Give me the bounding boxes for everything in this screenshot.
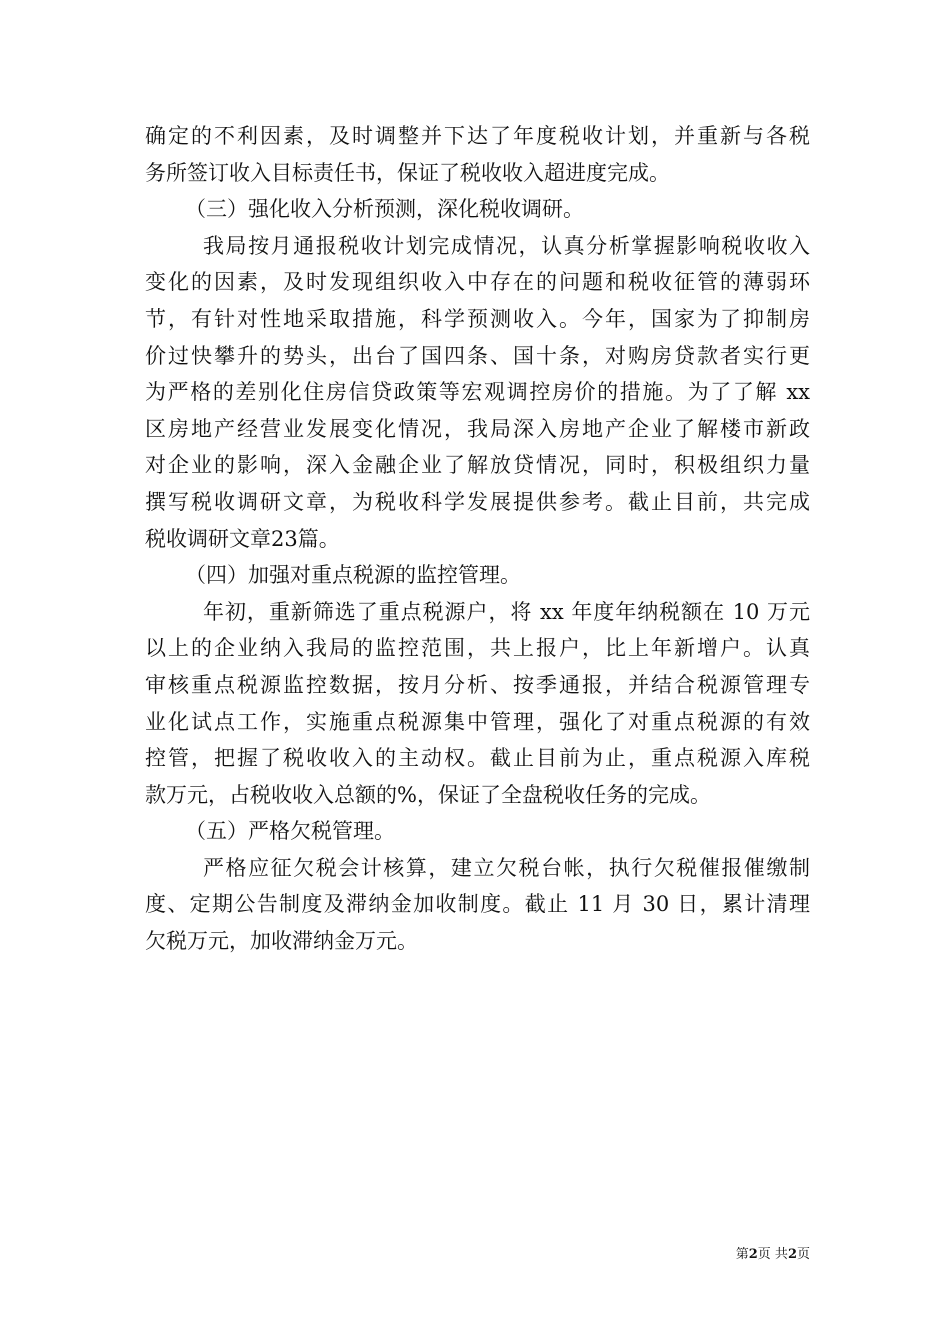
text-line-2: 务所签订收入目标责任书，保证了税收收入超进度完成。 bbox=[145, 160, 670, 185]
text-line-1: 确定的不利因素，及时调整并下达了年度税收计划，并重新与各税 bbox=[145, 124, 810, 148]
footer-suffix: 页 bbox=[796, 1247, 810, 1262]
text-line-7: 价过快攀升的势头，出台了国四条、国十条，对购房贷款者实行更 bbox=[145, 343, 810, 368]
text-line-5: 变化的因素，及时发现组织收入中存在的问题和税收征管的薄弱环 bbox=[145, 270, 810, 295]
text-line-23: 欠税万元，加收滞纳金万元。 bbox=[145, 929, 418, 954]
text-line-19: 款万元，占税收收入总额的%，保证了全盘税收任务的完成。 bbox=[145, 782, 711, 807]
text-line-11: 撰写税收调研文章，为税收科学发展提供参考。截止目前，共完成 bbox=[145, 489, 810, 514]
footer-prefix: 第 bbox=[735, 1247, 749, 1262]
section-heading-5: （五）严格欠税管理。 bbox=[185, 819, 395, 844]
text-line-18: 控管，把握了税收收入的主动权。截止目前为止，重点税源入库税 bbox=[145, 746, 810, 771]
text-line-6: 节，有针对性地采取措施，科学预测收入。今年，国家为了抑制房 bbox=[145, 306, 810, 331]
page-footer bbox=[700, 1246, 810, 1264]
text-line-15: 以上的企业纳入我局的监控范围，共上报户，比上年新增户。认真 bbox=[145, 636, 810, 661]
text-line-14: 年初，重新筛选了重点税源户，将 xx 年度年纳税额在 10 万元 bbox=[203, 599, 810, 624]
text-line-16: 审核重点税源监控数据，按月分析、按季通报，并结合税源管理专 bbox=[145, 672, 810, 697]
text-line-9: 区房地产经营业发展变化情况，我局深入房地产企业了解楼市新政 bbox=[145, 416, 810, 441]
section-heading-3: （三）强化收入分析预测，深化税收调研。 bbox=[185, 197, 584, 222]
text-line-22: 度、定期公告制度及滞纳金加收制度。截止 11 月 30 日，累计清理 bbox=[145, 892, 810, 917]
text-line-21: 严格应征欠税会计核算，建立欠税台帐，执行欠税催报催缴制 bbox=[203, 855, 810, 880]
total-page-number: 2 bbox=[787, 1247, 797, 1262]
text-line-4: 我局按月通报税收计划完成情况，认真分析掌握影响税收收入 bbox=[203, 233, 810, 258]
current-page-number: 2 bbox=[748, 1247, 758, 1262]
text-line-17: 业化试点工作，实施重点税源集中管理，强化了对重点税源的有效 bbox=[145, 709, 810, 734]
text-line-10: 对企业的影响，深入金融企业了解放贷情况，同时，积极组织力量 bbox=[145, 453, 810, 478]
text-line-8: 为严格的差别化住房信贷政策等宏观调控房价的措施。为了了解 xx bbox=[145, 380, 810, 405]
footer-middle: 页 共 bbox=[757, 1247, 788, 1262]
section-heading-4: （四）加强对重点税源的监控管理。 bbox=[185, 563, 521, 588]
document-body bbox=[145, 118, 810, 960]
text-line-12: 税收调研文章23篇。 bbox=[145, 526, 340, 551]
